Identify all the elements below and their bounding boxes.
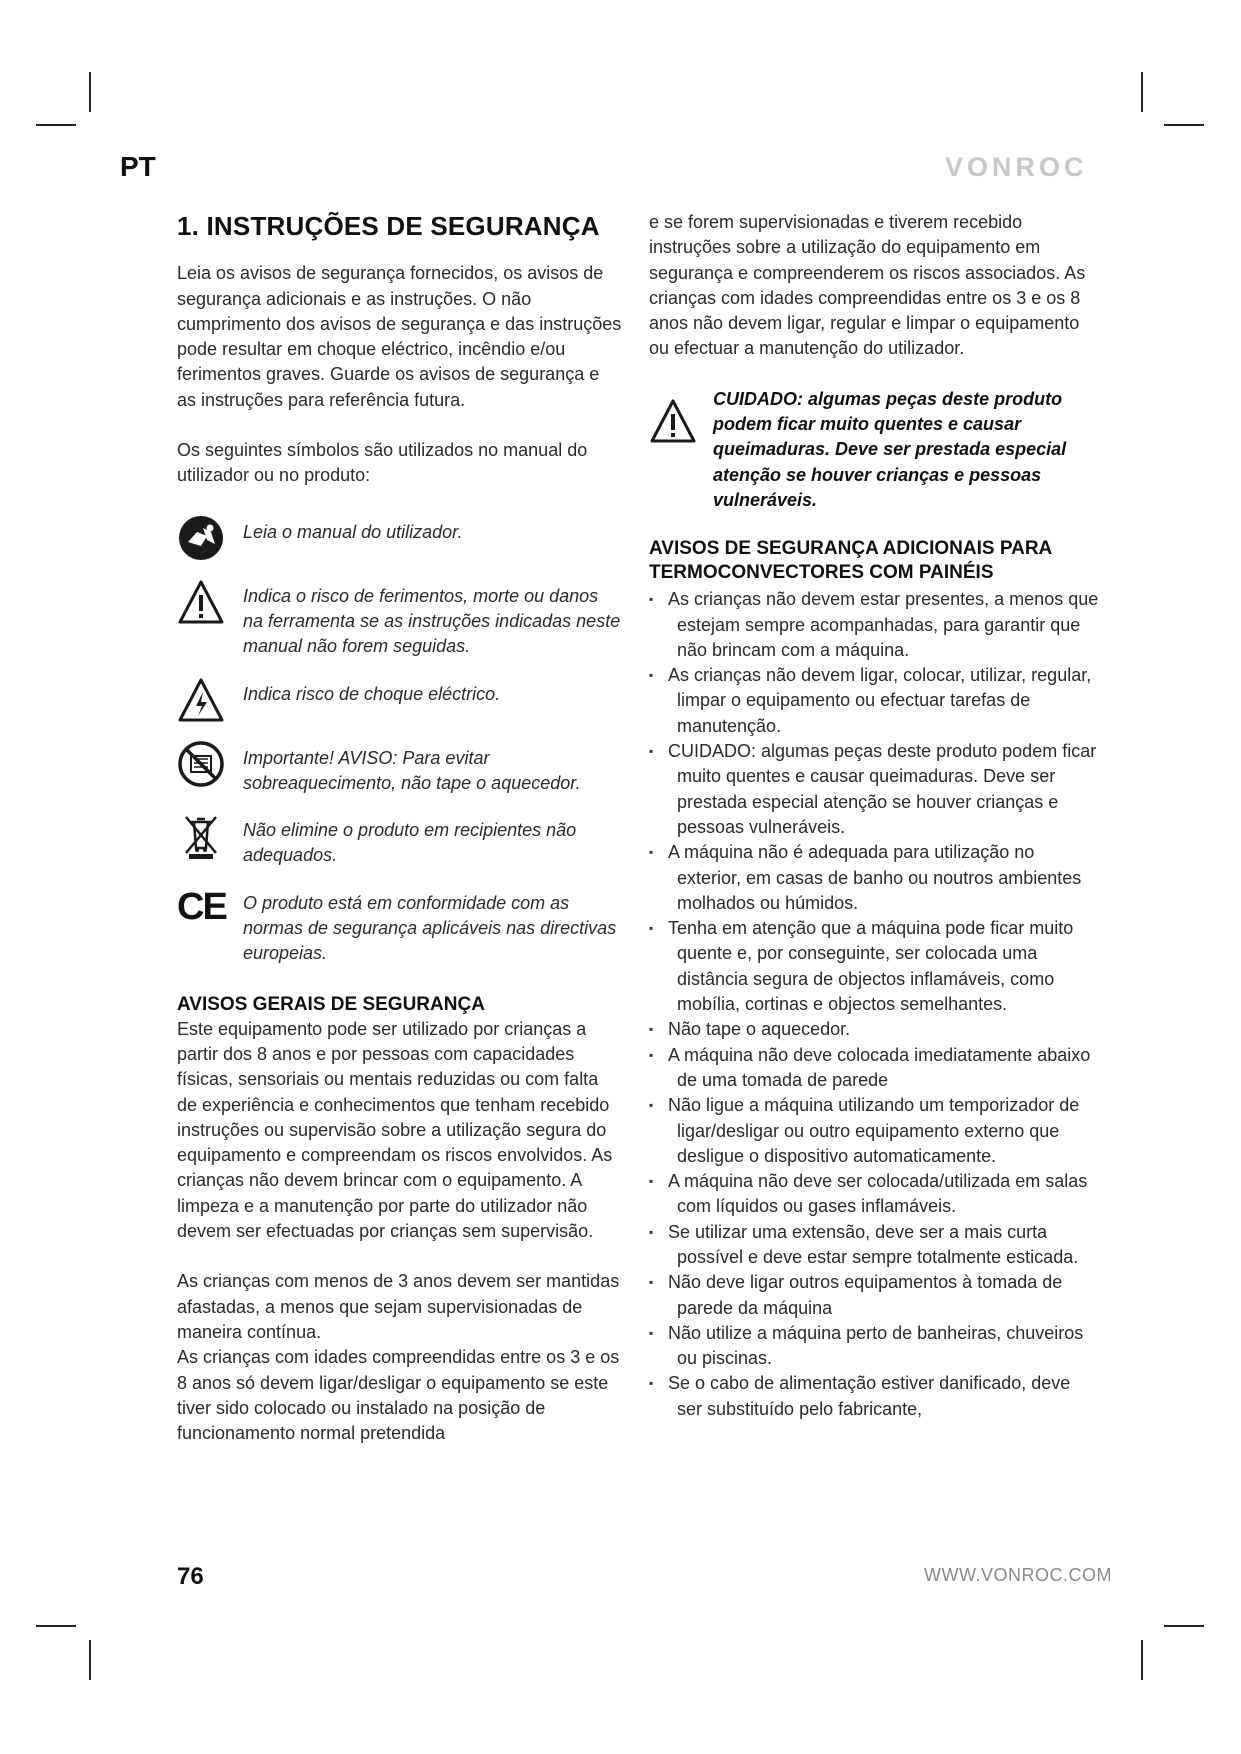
right-column (649, 210, 1099, 1422)
ce-mark-icon: CE (177, 885, 226, 928)
list-item: ▪ A máquina não deve ser colocada/utilizada em salas com líquidos ou gases inflamáveis. (649, 1169, 1099, 1220)
continued-paragraph: e se forem supervisionadas e tiverem recebido instruções sobre a utilização do equipamento em segurança e compreenderem os riscos associados. As crianças com idades compreendidas entre os 3 e os 8 anos não devem ligar, regular e limpar o equipamento ou efectuar a manutenção do utilizador. (649, 212, 1086, 359)
language-code: PT (120, 151, 156, 182)
list-item: ▪ A máquina não deve colocada imediatamente abaixo de uma tomada de parede (649, 1043, 1099, 1094)
list-item: ▪ Não ligue a máquina utilizando um temporizador de ligar/desligar ou outro equipamento externo que desligue o dispositivo automaticamente. (649, 1093, 1099, 1169)
crop-mark (1164, 124, 1204, 126)
symbol-row (177, 885, 623, 967)
list-item: ▪ Tenha em atenção que a máquina pode ficar muito quente e, por conseguinte, ser colocada uma distância segura de objectos inflamáveis, como mobília, cortinas e objectos semelhantes. (649, 916, 1099, 1017)
general-paragraph: As crianças com menos de 3 anos devem ser mantidas afastadas, a menos que sejam supervisionadas de maneira contínua. (177, 1271, 620, 1342)
general-paragraph: Este equipamento pode ser utilizado por crianças a partir dos 8 anos e por pessoas com capacidades físicas, sensoriais ou mentais reduzidas ou com falta de experiência e conhecimentos que tenham recebido instruções ou supervisão sobre a utilização segura do equipamento e compreendam os riscos envolvidos. As crianças não devem brincar com o equipamento. A limpeza e a manutenção por parte do utilizador não devem ser efectuadas por crianças sem supervisão. (177, 1018, 613, 1242)
crossed-bin-icon (177, 812, 225, 860)
crop-mark (1164, 1625, 1204, 1627)
list-item: ▪ As crianças não devem ligar, colocar, utilizar, regular, limpar o equipamento ou efectuar tarefas de manutenção. (649, 663, 1099, 739)
crop-mark (36, 1625, 76, 1627)
symbol-row (177, 578, 623, 660)
left-column (177, 210, 623, 1446)
page-number: 76 (177, 1563, 204, 1590)
symbol-text: Importante! AVISO: Para evitar sobreaquecimento, não tape o aquecedor. (243, 747, 581, 793)
general-paragraph: As crianças com idades compreendidas entre os 3 e os 8 anos só devem ligar/desligar o equipamento se este tiver sido colocado ou instalado na posição de funcionamento normal pretendida (177, 1347, 620, 1444)
read-manual-icon (177, 514, 225, 562)
warning-triangle-icon (177, 578, 225, 626)
list-item: ▪ Não tape o aquecedor. (649, 1017, 1099, 1042)
symbol-text: Indica o risco de ferimentos, morte ou danos na ferramenta se as instruções indicadas neste manual não forem seguidas. (243, 585, 621, 657)
list-item: ▪ As crianças não devem estar presentes, a menos que estejam sempre acompanhadas, para garantir que não brincam com a máquina. (649, 587, 1099, 663)
list-item: ▪ Se utilizar uma extensão, deve ser a mais curta possível e deve estar sempre totalmente esticada. (649, 1220, 1099, 1271)
caution-text: CUIDADO: algumas peças deste produto podem ficar muito quentes e causar queimaduras. Deve ser prestada especial atenção se houver crianças e pessoas vulneráveis. (713, 388, 1067, 510)
crop-mark (36, 124, 76, 126)
general-warnings-heading: AVISOS GERAIS DE SEGURANÇA (177, 993, 485, 1015)
crop-mark (1141, 1640, 1143, 1680)
crop-mark (1141, 72, 1143, 112)
list-item: ▪ Se o cabo de alimentação estiver danificado, deve ser substituído pelo fabricante, (649, 1371, 1099, 1422)
symbols-intro: Os seguintes símbolos são utilizados no manual do utilizador ou no produto: (177, 440, 588, 486)
list-item: ▪ Não deve ligar outros equipamentos à tomada de parede da máquina (649, 1270, 1099, 1321)
symbol-row (177, 812, 623, 869)
symbol-row (177, 740, 623, 797)
symbol-text: O produto está em conformidade com as normas de segurança aplicáveis nas directivas europeias. (243, 892, 617, 964)
additional-warnings-heading: AVISOS DE SEGURANÇA ADICIONAIS PARA TERMOCONVECTORES COM PAINÉIS (649, 538, 1052, 584)
do-not-cover-icon (177, 740, 225, 788)
website-url: WWW.VONROC.COM (924, 1565, 1112, 1585)
brand-logo: VONROC (945, 152, 1088, 182)
symbol-text: Não elimine o produto em recipientes não adequados. (243, 820, 577, 866)
caution-box (649, 387, 1099, 513)
list-item: ▪ CUIDADO: algumas peças deste produto podem ficar muito quentes e causar queimaduras. Deve ser prestada especial atenção se houver crianças e pessoas vulneráveis. (649, 739, 1099, 840)
crop-mark (89, 1640, 91, 1680)
list-item: ▪ Não utilize a máquina perto de banheiras, chuveiros ou piscinas. (649, 1321, 1099, 1372)
symbol-text: Indica risco de choque eléctrico. (243, 683, 501, 704)
list-item: ▪ A máquina não é adequada para utilização no exterior, em casas de banho ou noutros ambientes molhados ou húmidos. (649, 840, 1099, 916)
electric-shock-icon (177, 676, 225, 724)
warnings-list (649, 587, 1099, 1422)
symbol-row (177, 676, 623, 724)
section-title: 1. INSTRUÇÕES DE SEGURANÇA (177, 211, 600, 241)
symbol-row (177, 514, 623, 562)
warning-triangle-icon (649, 397, 697, 445)
intro-paragraph: Leia os avisos de segurança fornecidos, os avisos de segurança adicionais e as instruções. O não cumprimento dos avisos de segurança e das instruções pode resultar em choque eléctrico, incêndio e/ou ferimentos graves. Guarde os avisos de segurança e as instruções para referência futura. (177, 263, 622, 410)
crop-mark (89, 72, 91, 112)
symbol-text: Leia o manual do utilizador. (243, 521, 463, 542)
